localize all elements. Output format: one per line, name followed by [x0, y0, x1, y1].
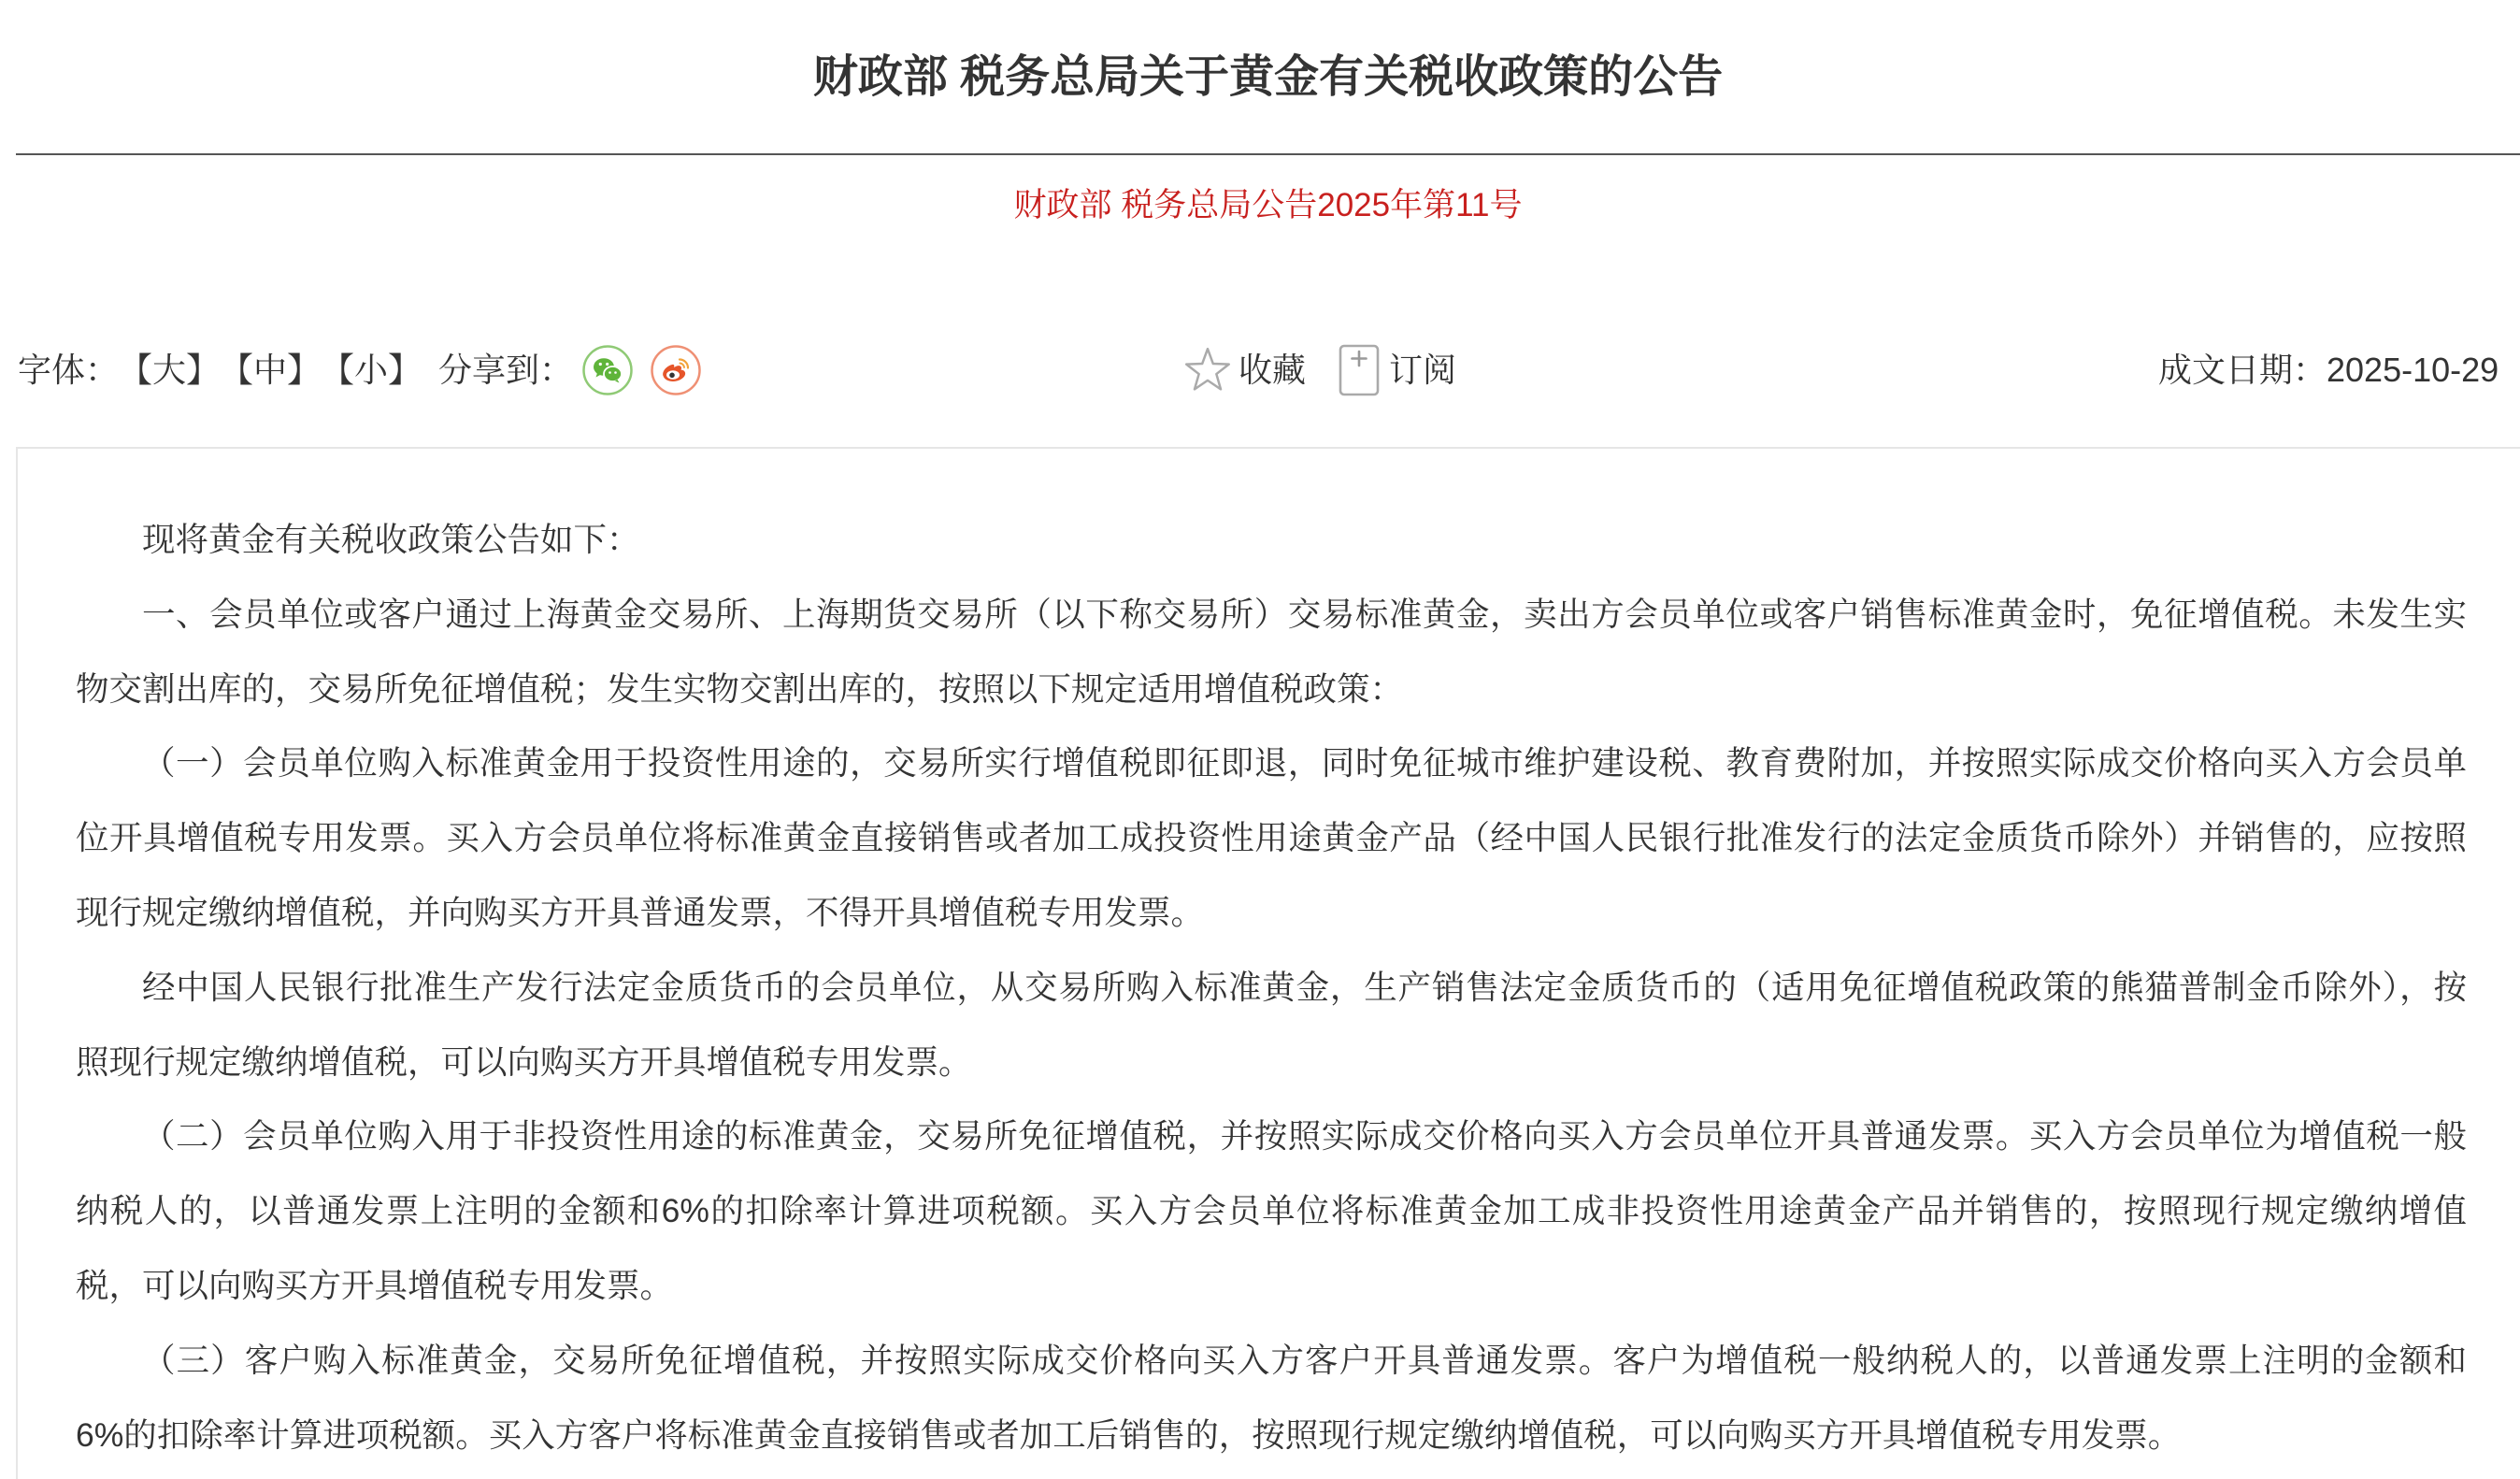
paragraph: [76, 1324, 2467, 1473]
publish-date-label: 成文日期：: [2158, 351, 2327, 389]
paragraph-line: 位开具增值税专用发票。买入方会员单位将标准黄金直接销售或者加工成投资性用途黄金产品（经中国人民银行批准发行的法定金质货币除外）并销售的，应按照: [76, 819, 2467, 857]
paragraph-line: 6%的扣除率计算进项税额。买入方客户将标准黄金直接销售或者加工后销售的，按照现行规定缴纳增值税，可以向购买方开具增值税专用发票。: [76, 1415, 2182, 1454]
favorite-label: 收藏: [1239, 351, 1307, 389]
weibo-icon[interactable]: [650, 344, 702, 396]
subscribe-button[interactable]: [1337, 333, 1456, 408]
title-divider: [16, 153, 2520, 155]
share-label: 分享到：: [438, 351, 574, 389]
paragraph-line: 物交割出库的，交易所免征增值税；发生实物交割出库的，按照以下规定适用增值税政策：: [76, 669, 1404, 708]
paragraph-line: 照现行规定缴纳增值税，可以向购买方开具增值税专用发票。: [76, 1042, 972, 1081]
subscribe-icon: [1337, 342, 1382, 398]
paragraph-line: 经中国人民银行批准生产发行法定金质货币的会员单位，从交易所购入标准黄金，生产销售法定金质货币的（适用免征增值税政策的熊猫普制金币除外），按: [142, 968, 2467, 1006]
paragraph-line: 税，可以向购买方开具增值税专用发票。: [76, 1266, 674, 1304]
paragraph: [76, 726, 2467, 950]
paragraph-line: 一、会员单位或客户通过上海黄金交易所、上海期货交易所（以下称交易所）交易标准黄金，卖出方会员单位或客户销售标准黄金时，免征增值税。未发生实: [142, 595, 2467, 633]
article-body: [16, 447, 2520, 1479]
font-size-large-button[interactable]: 【大】: [119, 351, 221, 389]
font-size-small-button[interactable]: 【小】: [321, 351, 422, 389]
paragraph: [76, 951, 2467, 1100]
paragraph: [76, 578, 2467, 727]
paragraph-line: （三）客户购入标准黄金，交易所免征增值税，并按照实际成交价格向买入方客户开具普通发票。客户为增值税一般纳税人的，以普通发票上注明的金额和: [142, 1341, 2467, 1379]
font-size-label: 字体：: [18, 351, 120, 389]
article-toolbar: [0, 333, 2520, 408]
subscribe-label: 订阅: [1389, 351, 1457, 389]
publish-date-value: 2025-10-29: [2327, 351, 2499, 389]
star-icon: [1182, 345, 1233, 395]
paragraph: [76, 1099, 2467, 1323]
publish-date: [2158, 333, 2499, 408]
paragraph-line: （二）会员单位购入用于非投资性用途的标准黄金，交易所免征增值税，并按照实际成交价格向买入方会员单位开具普通发票。买入方会员单位为增值税一般: [142, 1117, 2467, 1156]
paragraph-line: 现将黄金有关税收政策公告如下：: [142, 521, 640, 558]
wechat-icon[interactable]: [581, 344, 634, 396]
favorite-button[interactable]: [1182, 333, 1306, 408]
font-size-medium-button[interactable]: 【中】: [220, 351, 322, 389]
page-title: 财政部 税务总局关于黄金有关税收政策的公告: [812, 52, 1724, 102]
paragraph-line: 现行规定缴纳增值税，并向购买方开具普通发票，不得开具增值税专用发票。: [76, 893, 1205, 931]
paragraph: [76, 503, 2467, 578]
paragraph-line: 纳税人的，以普通发票上注明的金额和6%的扣除率计算进项税额。买入方会员单位将标准黄金加工成非投资性用途黄金产品并销售的，按照现行规定缴纳增值: [76, 1192, 2467, 1230]
paragraph-line: （一）会员单位购入标准黄金用于投资性用途的，交易所实行增值税即征即退，同时免征城市维护建设税、教育费附加，并按照实际成交价格向买入方会员单: [142, 744, 2467, 783]
article-text: [76, 503, 2467, 1472]
document-number: 财政部 税务总局公告2025年第11号: [1013, 187, 1523, 223]
